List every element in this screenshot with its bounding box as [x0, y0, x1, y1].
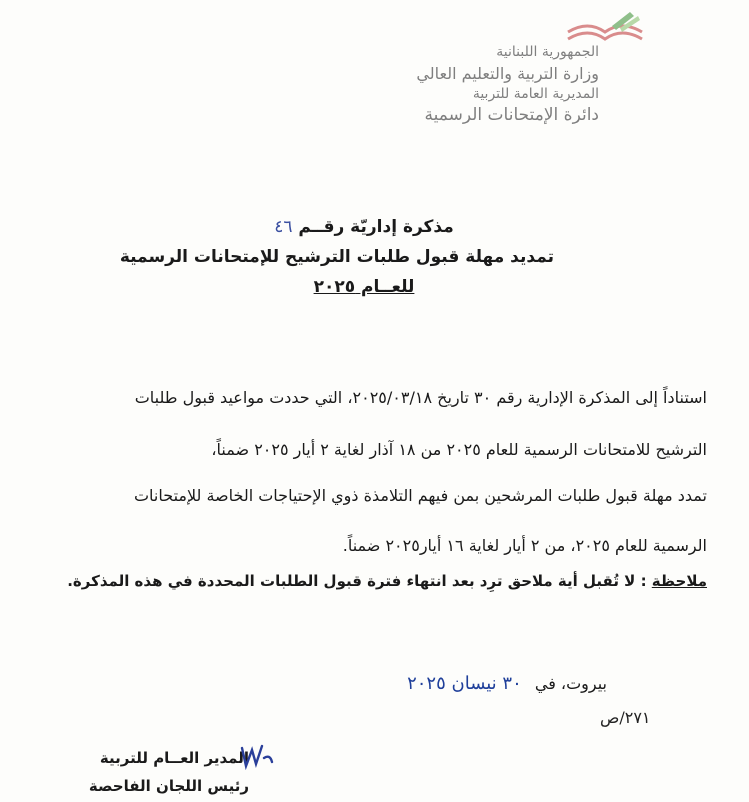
place-label: بيروت، في: [534, 674, 607, 693]
paragraph-reference: [27, 372, 707, 476]
note-label: ملاحظة: [651, 572, 707, 590]
place-date: [407, 673, 607, 694]
memo-number-line: [174, 212, 554, 242]
letterhead: [416, 42, 599, 126]
paragraph-line: الرسمية للعام ٢٠٢٥، من ٢ أيار لغاية ١٦ أيار٢٠٢٥ ضمناً.: [342, 536, 707, 555]
note-text: : لا تُقبل أية ملاحق ترِد بعد انتهاء فترة قبول الطلبات المحددة في هذه المذكرة.: [67, 572, 652, 590]
signatory-role: رئيس اللجان الفاحصة: [88, 777, 249, 795]
signature-block: [89, 744, 249, 800]
paragraph-line: الترشيح للامتحانات الرسمية للعام ٢٠٢٥ من ١٨ آذار لغاية ٢ أيار ٢٠٢٥ ضمناً،: [211, 440, 707, 459]
signatory-title: المدير العــام للتربية: [99, 749, 249, 767]
note: [67, 572, 707, 590]
handwritten-date: ٣٠ نيسان ٢٠٢٥: [407, 673, 522, 694]
letterhead-ministry: وزارة التربية والتعليم العالي: [416, 64, 599, 83]
handwritten-reference: ٢٧١/ص: [600, 708, 651, 727]
memo-title: [119, 212, 554, 302]
memo-year: للعــام ٢٠٢٥: [313, 277, 415, 297]
memo-number: ٤٦: [274, 217, 293, 237]
signature-mark-icon: [238, 742, 276, 770]
paragraph-line: استناداً إلى المذكرة الإدارية رقم ٣٠ تاريخ ٢٠٢٥/٠٣/١٨، التي حددت مواعيد قبول طلبات: [134, 388, 707, 407]
memo-label: مذكرة إداريّة رقــم: [298, 217, 454, 237]
paragraph-extension: [27, 471, 707, 571]
letterhead-republic: الجمهورية اللبنانية: [496, 44, 599, 60]
memo-subject: تمديد مهلة قبول طلبات الترشيح للإمتحانات الرسمية: [119, 247, 554, 267]
letterhead-department: دائرة الإمتحانات الرسمية: [424, 105, 599, 125]
letterhead-directorate: المديرية العامة للتربية: [472, 86, 599, 102]
paragraph-line: تمدد مهلة قبول طلبات المرشحين بمن فيهم التلامذة ذوي الإحتياجات الخاصة للإمتحانات: [133, 486, 707, 505]
